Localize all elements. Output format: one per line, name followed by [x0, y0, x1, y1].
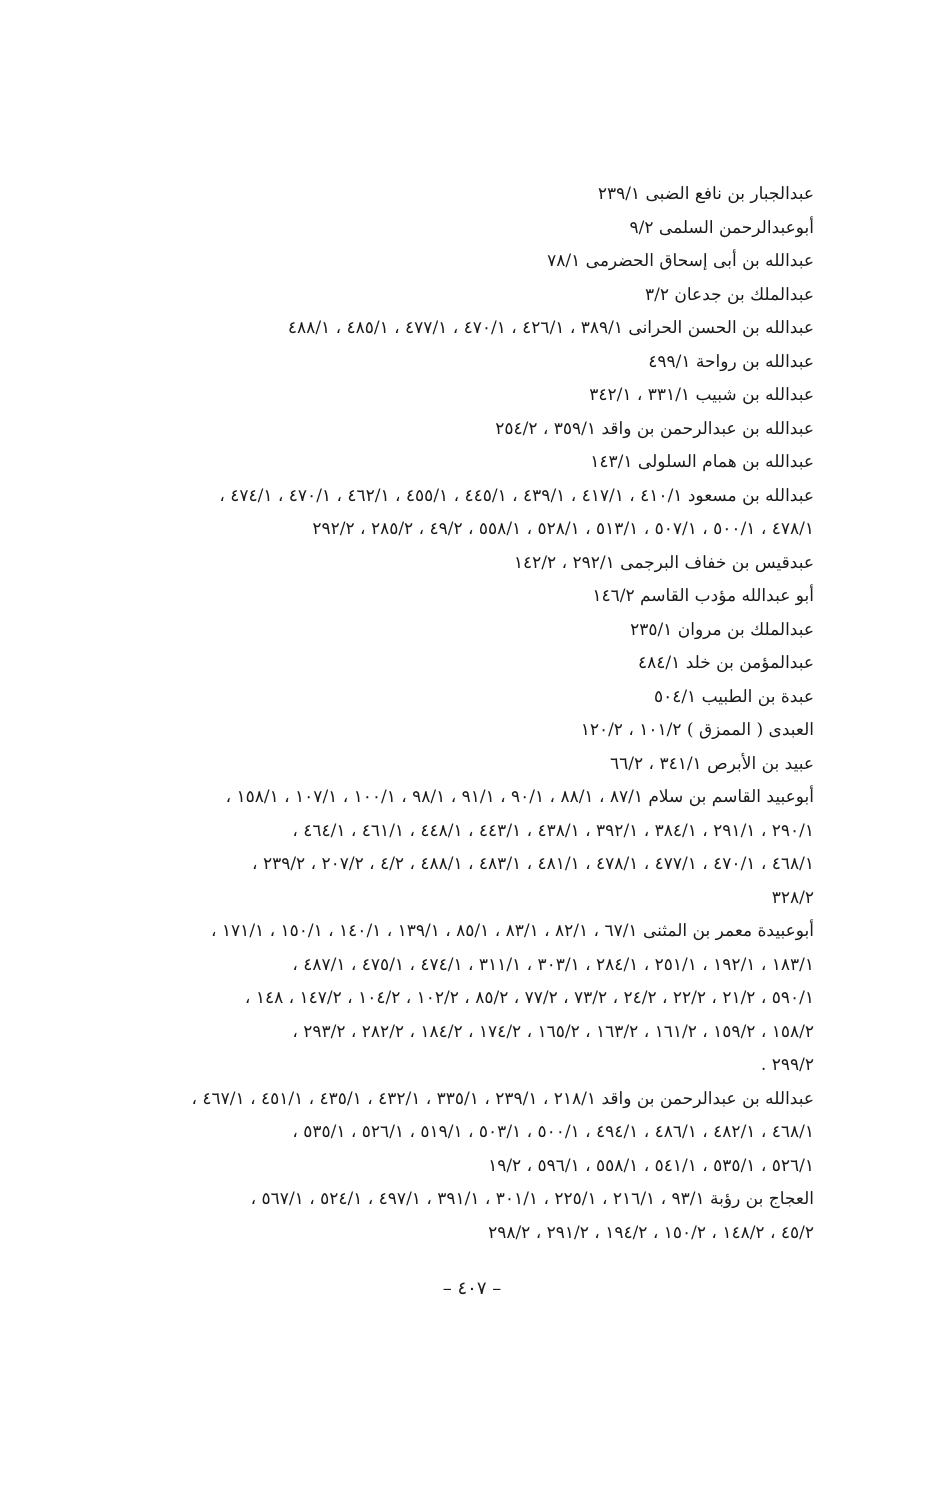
entry-line: العبدى ( الممزق ) ١٠١/٢ ، ١٢٠/٢ [580, 720, 814, 740]
index-list [74, 178, 814, 1250]
index-entry [74, 781, 814, 915]
entry-line: عبدالمؤمن بن خلد ٤٨٤/١ [638, 653, 814, 673]
entry-line: عبدالله بن أبى إسحاق الحضرمى ٧٨/١ [547, 251, 814, 271]
index-entry [74, 580, 814, 614]
entry-line: أبو عبدالله مؤدب القاسم ١٤٦/٢ [592, 586, 814, 606]
entry-line: عبدالله بن عبدالرحمن بن واقد ٣٥٩/١ ، ٢٥٤/٢ [495, 418, 814, 439]
index-entry [74, 1183, 814, 1250]
entry-continuation-line: ٤٦٨/١ ، ٤٧٠/١ ، ٤٧٧/١ ، ٤٧٨/١ ، ٤٨١/١ ، ٤٨٣/١ ، ٤٨٨/١ ، ٤/٢ ، ٢٠٧/٢ ، ٢٣٩/٢ ، [252, 854, 814, 874]
entry-continuation-line: ٣٢٨/٢ [771, 887, 814, 908]
index-entry [74, 346, 814, 380]
index-entry [74, 413, 814, 447]
entry-line: عبدالله بن الحسن الحرانى ٣٨٩/١ ، ٤٢٦/١ ، ٤٧٠/١ ، ٤٧٧/١ ، ٤٨٥/١ ، ٤٨٨/١ [287, 318, 814, 338]
entry-line: عبيد بن الأبرص ٣٤١/١ ، ٦٦/٢ [610, 753, 814, 774]
entry-continuation-line: ٥٩٠/١ ، ٢١/٢ ، ٢٢/٢ ، ٢٤/٢ ، ٧٣/٢ ، ٧٧/٢ ، ٨٥/٢ ، ١٠٢/٢ ، ١٠٤/٢ ، ١٤٧/٢ ، ١٤٨ ، [244, 988, 814, 1008]
entry-line: عبدالله بن رواحة ٤٩٩/١ [648, 351, 814, 372]
index-entry [74, 178, 814, 212]
page-number: – ٤٠٧ – [442, 1278, 502, 1299]
entry-continuation-line: ٢٩٠/١ ، ٢٩١/١ ، ٣٨٤/١ ، ٣٩٢/١ ، ٤٣٨/١ ، ٤٤٣/١ ، ٤٤٨/١ ، ٤٦١/١ ، ٤٦٤/١ ، [292, 820, 814, 841]
index-entry [74, 748, 814, 782]
entry-continuation-line: ٥٢٦/١ ، ٥٣٥/١ ، ٥٤١/١ ، ٥٥٨/١ ، ٥٩٦/١ ، ١٩/٢ [488, 1155, 814, 1176]
entry-line: عبدالملك بن مروان ٢٣٥/١ [630, 619, 814, 640]
index-entry [74, 915, 814, 1083]
entry-continuation-line: ٤٧٨/١ ، ٥٠٠/١ ، ٥٠٧/١ ، ٥١٣/١ ، ٥٢٨/١ ، ٥٥٨/١ ، ٤٩/٢ ، ٢٨٥/٢ ، ٢٩٢/٢ [312, 519, 814, 539]
entry-continuation-line: ٤٦٨/١ ، ٤٨٢/١ ، ٤٨٦/١ ، ٤٩٤/١ ، ٥٠٠/١ ، ٥٠٣/١ ، ٥١٩/١ ، ٥٢٦/١ ، ٥٣٥/١ ، [292, 1122, 814, 1142]
index-entry [74, 547, 814, 581]
index-entry [74, 1083, 814, 1184]
entry-line: عبدقيس بن خفاف البرجمى ٢٩٢/١ ، ١٤٢/٢ [513, 552, 814, 573]
index-entry [74, 279, 814, 313]
entry-continuation-line: ١٨٣/١ ، ١٩٢/١ ، ٢٥١/١ ، ٢٨٤/١ ، ٣٠٣/١ ، ٣١١/١ ، ٤٧٤/١ ، ٤٧٥/١ ، ٤٨٧/١ ، [292, 954, 814, 975]
entry-line: أبوعبدالرحمن السلمى ٩/٢ [629, 217, 814, 238]
entry-line: العجاج بن رؤبة ٩٣/١ ، ٢١٦/١ ، ٢٢٥/١ ، ٣٠١/١ ، ٣٩١/١ ، ٤٩٧/١ ، ٥٢٤/١ ، ٥٦٧/١ ، [250, 1189, 814, 1209]
entry-line: عبدالله بن همام السلولى ١٤٣/١ [590, 452, 814, 472]
entry-line: عبدالله بن عبدالرحمن بن واقد ٢١٨/١ ، ٢٣٩/١ ، ٣٣٥/١ ، ٤٣٢/١ ، ٤٣٥/١ ، ٤٥١/١ ، ٤٦٧/١ ، [191, 1088, 814, 1109]
entry-continuation-line: ١٥٨/٢ ، ١٥٩/٢ ، ١٦١/٢ ، ١٦٣/٢ ، ١٦٥/٢ ، ١٧٤/٢ ، ١٨٤/٢ ، ٢٨٢/٢ ، ٢٩٣/٢ ، [292, 1021, 814, 1042]
entry-line: عبدالجبار بن نافع الضبى ٢٣٩/١ [597, 184, 814, 204]
entry-line: أبوعبيدة معمر بن المثنى ٦٧/١ ، ٨٢/١ ، ٨٣/١ ، ٨٥/١ ، ١٣٩/١ ، ١٤٠/١ ، ١٥٠/١ ، ١٧١/١ ، [211, 921, 814, 941]
entry-line: عبدالله بن مسعود ٤١٠/١ ، ٤١٧/١ ، ٤٣٩/١ ، ٤٤٥/١ ، ٤٥٥/١ ، ٤٦٢/١ ، ٤٧٠/١ ، ٤٧٤/١ ، [219, 485, 814, 506]
index-entry [74, 212, 814, 246]
index-entry [74, 379, 814, 413]
entry-continuation-line: ٢٩٩/٢ . [760, 1055, 814, 1075]
entry-line: عبدالله بن شبيب ٣٣١/١ ، ٣٤٢/١ [589, 385, 814, 405]
entry-line: أبوعبيد القاسم بن سلام ٨٧/١ ، ٨٨/١ ، ٩٠/١ ، ٩١/١ ، ٩٨/١ ، ١٠٠/١ ، ١٠٧/١ ، ١٥٨/١ ، [225, 787, 814, 807]
entry-continuation-line: ٤٥/٢ ، ١٤٨/٢ ، ١٥٠/٢ ، ١٩٤/٢ ، ٢٩١/٢ ، ٢٩٨/٢ [488, 1222, 814, 1243]
index-entry [74, 714, 814, 748]
index-entry [74, 245, 814, 279]
entry-line: عبدالملك بن جدعان ٣/٢ [644, 284, 814, 305]
index-entry [74, 647, 814, 681]
index-entry [74, 480, 814, 547]
entry-line: عبدة بن الطبيب ٥٠٤/١ [653, 686, 814, 707]
index-entry [74, 446, 814, 480]
index-entry [74, 681, 814, 715]
index-entry [74, 312, 814, 346]
index-entry [74, 614, 814, 648]
